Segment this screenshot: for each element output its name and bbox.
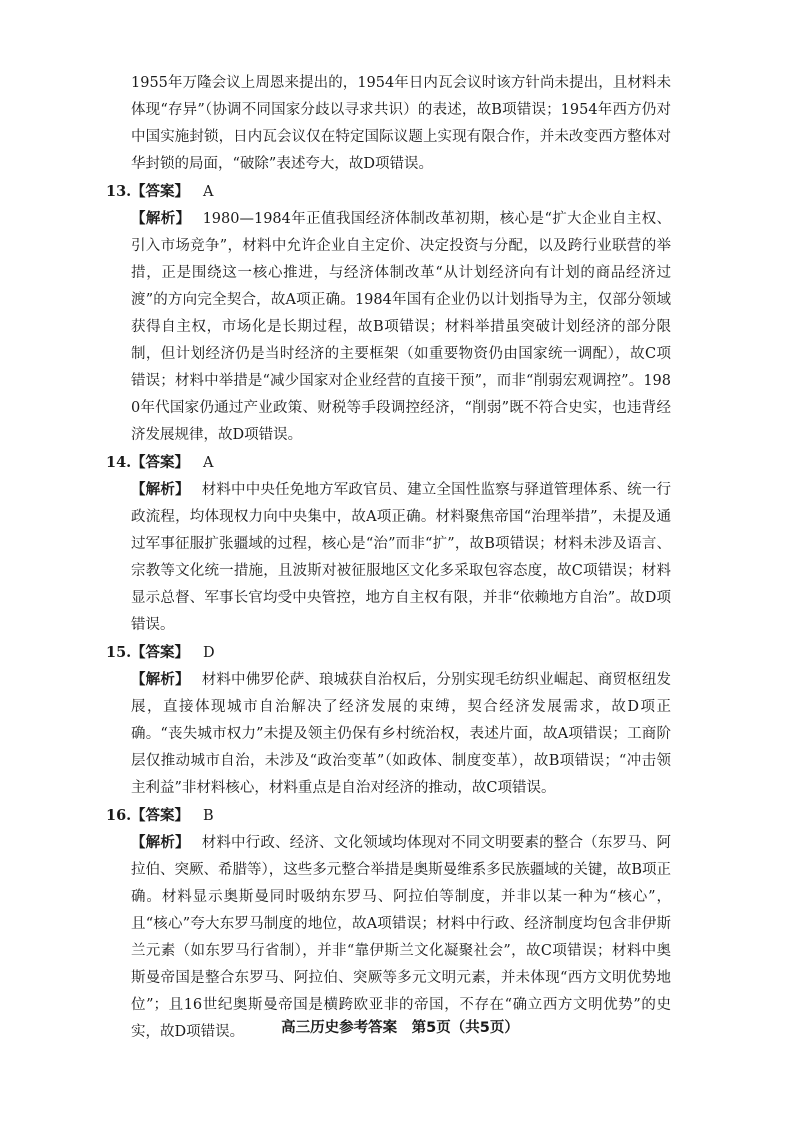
answer-row [106, 639, 671, 666]
analysis-tag: 【解析】 [131, 481, 190, 498]
answer-row [106, 178, 671, 205]
answer-value: D [203, 645, 215, 661]
question-number: 16. [106, 807, 132, 824]
intro-paragraph: 1955年万隆会议上周恩来提出的，1954年日内瓦会议时该方针尚未提出，且材料未体现“存异”（协调不同国家分歧以寻求共识）的表述，故B项错误；1954年西方仍对中国实施封锁，日内瓦会议仅在特定国际议题上实现有限合作，并未改变西方整体对华封锁的局面，“破除”表述夸大，故D项错误。 [131, 75, 671, 172]
analysis-tag: 【解析】 [131, 210, 191, 227]
answer-content [106, 70, 672, 1046]
question-number: 13. [106, 183, 132, 200]
answer-value: A [203, 184, 214, 200]
answer-value: B [203, 808, 214, 824]
answer-value: A [203, 455, 214, 471]
analysis-paragraph [131, 666, 671, 802]
question-number: 15. [106, 644, 132, 661]
analysis-paragraph [131, 476, 671, 639]
question-number: 14. [106, 454, 132, 471]
analysis-text: 材料中行政、经济、文化领域均体现对不同文明要素的整合（东罗马、阿拉伯、突厥、希腊等），这些多元整合举措是奥斯曼维系多民族疆域的关键，故B项正确。材料显示奥斯曼同时吸纳东罗马、阿拉伯等制度，并非以某一种为“核心”，且“核心”夸大东罗马制度的地位，故A项错误；材料中行政、经济制度均包含非伊斯兰元素（如东罗马行省制），并非“靠伊斯兰文化凝聚社会”，故C项错误；材料中奥斯曼帝国是整合东罗马、阿拉伯、突厥等多元文明元素，并未体现“西方文明优势地位”；且16世纪奥斯曼帝国是横跨欧亚非的帝国，不存在“确立西方文明优势”的史实，故D项错误。 [131, 835, 671, 1040]
analysis-tag: 【解析】 [131, 671, 190, 688]
question-13 [106, 178, 672, 449]
answer-row [106, 802, 671, 829]
page-footer: 高三历史参考答案 第5页（共5页） [281, 1020, 519, 1036]
answer-tag: 【答案】 [131, 183, 189, 200]
analysis-tag: 【解析】 [131, 834, 190, 851]
answer-tag: 【答案】 [131, 644, 189, 661]
answer-row [106, 449, 671, 476]
question-16 [106, 802, 671, 1046]
question-14 [106, 449, 671, 639]
analysis-text: 1980—1984年正值我国经济体制改革初期，核心是“扩大企业自主权、引入市场竞争”，材料中允许企业自主定价、决定投资与分配，以及跨行业联营的举措，正是围绕这一核心推进，与经济体制改革“从计划经济向有计划的商品经济过渡”的方向完全契合，故A项正确。1984年国有企业仍以计划指导为主，仅部分领域获得自主权，市场化是长期过程，故B项错误；材料举措虽突破计划经济的部分限制，但计划经济仍是当时经济的主要框架（如重要物资仍由国家统一调配），故C项错误；材料中举措是“减少国家对企业经营的直接干预”，而非“削弱宏观调控”。1980年代国家仍通过产业政策、财税等手段调控经济，“削弱”既不符合史实，也违背经济发展规律，故D项错误。 [131, 211, 672, 443]
answer-tag: 【答案】 [131, 807, 189, 824]
analysis-paragraph [131, 829, 671, 1046]
answer-tag: 【答案】 [131, 454, 189, 471]
analysis-text: 材料中中央任免地方军政官员、建立全国性监察与驿道管理体系、统一行政流程，均体现权力向中央集中，故A项正确。材料聚焦帝国“治理举措”，未提及通过军事征服扩张疆域的过程，核心是“治”而非“扩”，故B项错误；材料未涉及语言、宗教等文化统一措施，且波斯对被征服地区文化多采取包容态度，故C项错误；材料显示总督、军事长官均受中央管控，地方自主权有限，并非“依赖地方自治”。故D项错误。 [131, 482, 671, 633]
analysis-paragraph [131, 205, 671, 449]
question-15 [106, 639, 671, 802]
analysis-text: 材料中佛罗伦萨、琅城获自治权后，分别实现毛纺织业崛起、商贸枢纽发展，直接体现城市自治解决了经济发展的束缚，契合经济发展需求，故D项正确。“丧失城市权力”未提及领主仍保有乡村统治权，表述片面，故A项错误；工商阶层仅推动城市自治，未涉及“政治变革”（如政体、制度变革），故B项错误；“冲击领主利益”非材料核心，材料重点是自治对经济的推动，故C项错误。 [131, 672, 671, 796]
